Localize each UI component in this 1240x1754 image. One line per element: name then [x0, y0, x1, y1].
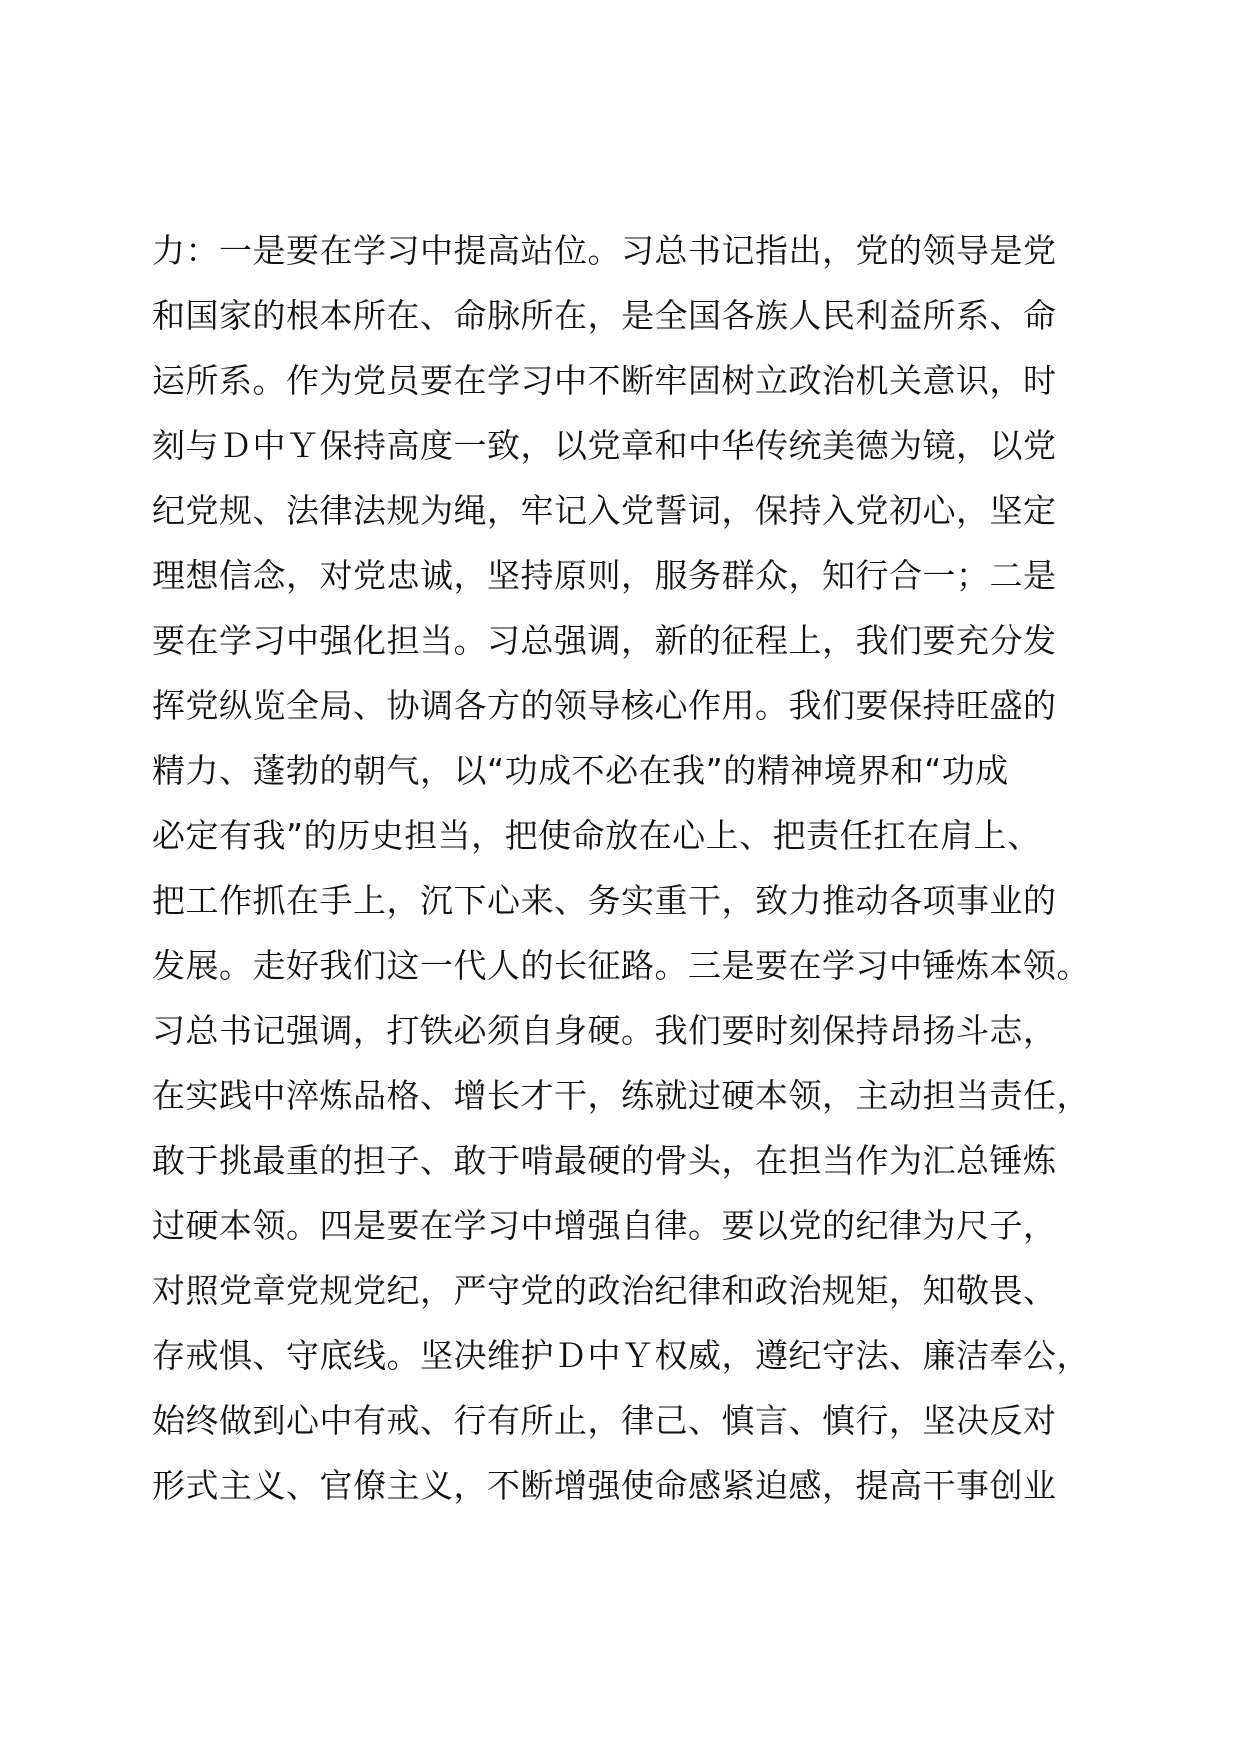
body-paragraph — [152, 218, 1112, 1518]
text-line: 精力、蓬勃的朝气，以“功成不必在我”的精神境界和“功成 — [152, 751, 1009, 790]
text-line: 始终做到心中有戒、行有所止，律己、慎言、慎行，坚决反对 — [152, 1401, 1057, 1440]
text-line: 力：一是要在学习中提高站位。习总书记指出，党的领导是党 — [152, 231, 1057, 270]
text-line: 发展。走好我们这一代人的长征路。三是要在学习中锤炼本领。 — [152, 946, 1090, 985]
text-line: 必定有我”的历史担当，把使命放在心上、把责任扛在肩上、 — [152, 816, 1041, 855]
text-line: 纪党规、法律法规为绳，牢记入党誓词，保持入党初心，坚定 — [152, 491, 1057, 530]
text-line: 在实践中淬炼品格、增长才干，练就过硬本领，主动担当责任， — [152, 1076, 1090, 1115]
text-line: 习总书记强调，打铁必须自身硬。我们要时刻保持昂扬斗志， — [152, 1011, 1057, 1050]
text-line: 要在学习中强化担当。习总强调，新的征程上，我们要充分发 — [152, 621, 1057, 660]
text-line: 敢于挑最重的担子、敢于啃最硬的骨头，在担当作为汇总锤炼 — [152, 1141, 1057, 1180]
text-line: 存戒惧、守底线。坚决维护Ｄ中Ｙ权威，遵纪守法、廉洁奉公， — [152, 1336, 1090, 1375]
text-line: 把工作抓在手上，沉下心来、务实重干，致力推动各项事业的 — [152, 881, 1057, 920]
text-line: 运所系。作为党员要在学习中不断牢固树立政治机关意识，时 — [152, 361, 1057, 400]
text-line: 形式主义、官僚主义，不断增强使命感紧迫感，提高干事创业 — [152, 1466, 1057, 1505]
text-line: 理想信念，对党忠诚，坚持原则，服务群众，知行合一；二是 — [152, 556, 1057, 595]
text-line: 刻与Ｄ中Ｙ保持高度一致，以党章和中华传统美德为镜，以党 — [152, 426, 1057, 465]
text-line: 挥党纵览全局、协调各方的领导核心作用。我们要保持旺盛的 — [152, 686, 1057, 725]
text-line: 过硬本领。四是要在学习中增强自律。要以党的纪律为尺子， — [152, 1206, 1057, 1245]
text-line: 对照党章党规党纪，严守党的政治纪律和政治规矩，知敬畏、 — [152, 1271, 1057, 1310]
text-line: 和国家的根本所在、命脉所在，是全国各族人民利益所系、命 — [152, 296, 1057, 335]
